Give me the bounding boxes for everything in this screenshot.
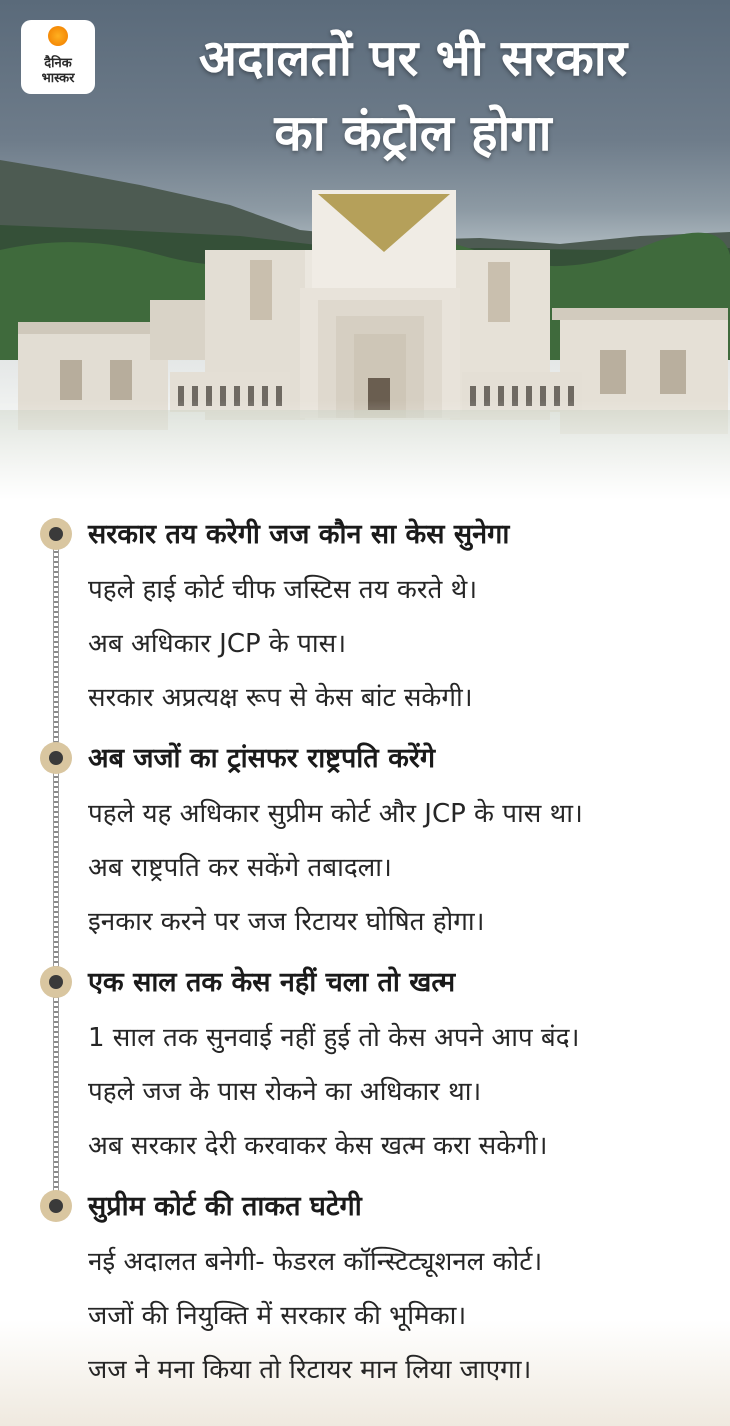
logo-line-2: भास्कर: [41, 71, 75, 86]
page-title-line-1: अदालतों पर भी सरकार: [198, 29, 628, 87]
section-line: सरकार अप्रत्यक्ष रूप से केस बांट सकेगी।: [88, 683, 473, 713]
section-heading: एक साल तक केस नहीं चला तो खत्म: [88, 967, 456, 998]
section-line: 1 साल तक सुनवाई नहीं हुई तो केस अपने आप बंद।: [88, 1023, 580, 1053]
hero-image: [0, 0, 730, 500]
timeline-dot-icon: [40, 518, 72, 550]
timeline-dot-icon: [40, 742, 72, 774]
section-line: इनकार करने पर जज रिटायर घोषित होगा।: [88, 907, 485, 937]
section-line: पहले हाई कोर्ट चीफ जस्टिस तय करते थे।: [88, 575, 478, 605]
timeline-dot-icon: [40, 1190, 72, 1222]
logo-line-1: दैनिक: [44, 56, 72, 71]
section-line: जजों की नियुक्ति में सरकार की भूमिका।: [88, 1301, 467, 1331]
section-line: अब राष्ट्रपति कर सकेंगे तबादला।: [88, 853, 392, 883]
timeline-dot-icon: [40, 966, 72, 998]
section-line: अब सरकार देरी करवाकर केस खत्म करा सकेगी।: [88, 1131, 548, 1161]
sun-icon: [48, 26, 68, 46]
section-line: पहले जज के पास रोकने का अधिकार था।: [88, 1077, 482, 1107]
section-heading: सरकार तय करेगी जज कौन सा केस सुनेगा: [88, 519, 510, 550]
page-title-line-2: का कंट्रोल होगा: [274, 104, 552, 162]
section-heading: सुप्रीम कोर्ट की ताकत घटेगी: [88, 1191, 362, 1222]
section-line: जज ने मना किया तो रिटायर मान लिया जाएगा।: [88, 1355, 532, 1385]
timeline-line: [53, 536, 59, 1216]
section-line: अब अधिकार JCP के पास।: [88, 629, 347, 659]
section-heading: अब जजों का ट्रांसफर राष्ट्रपति करेंगे: [88, 743, 436, 774]
section-line: नई अदालत बनेगी- फेडरल कॉन्स्टिट्यूशनल कोर्ट।: [88, 1247, 543, 1277]
dainik-bhaskar-logo: [21, 20, 95, 94]
section-line: पहले यह अधिकार सुप्रीम कोर्ट और JCP के पास था।: [88, 799, 583, 829]
